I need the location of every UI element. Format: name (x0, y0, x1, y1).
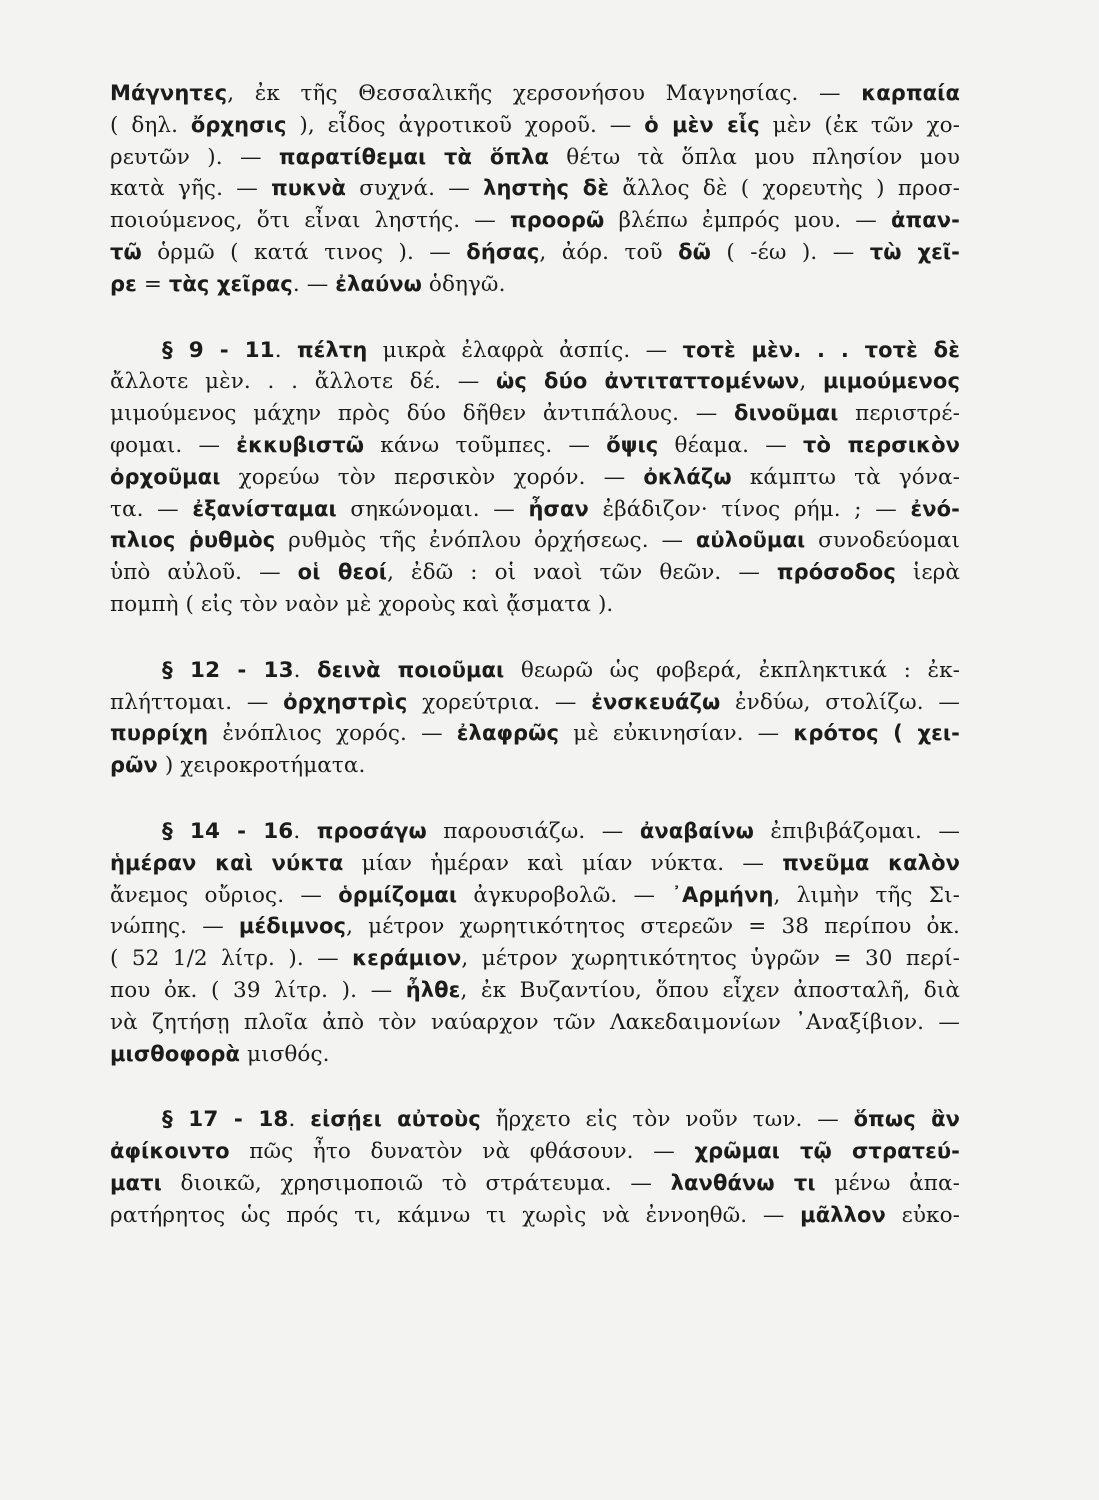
headword: ὀκλάζω (643, 464, 732, 489)
headword: τὼ χεῖ- (869, 239, 960, 264)
text-line (110, 173, 960, 205)
text-line (110, 462, 960, 494)
gloss-text: μίαν ἡμέραν καὶ μίαν νύκτα. — (343, 850, 783, 876)
gloss-text: , ἐκ τῆς Θεσσαλικῆς χερσονήσου Μαγνησίας. — (227, 81, 862, 106)
gloss-text: νὰ ζητήσῃ πλοῖα ἀπὸ τὸν ναύαρχον τῶν Λακεδαιμονίων ᾿Αναξίβιον. — (110, 1009, 960, 1035)
text-line (110, 398, 960, 430)
text-line (110, 1104, 960, 1136)
text-line (110, 1007, 960, 1039)
headword: τὰς χεῖρας (168, 271, 293, 296)
text-line (110, 1136, 960, 1168)
headword: ἀφίκοιντο (110, 1139, 230, 1164)
gloss-text: μισθός. (240, 1041, 330, 1067)
headword: Μάγνητες (110, 81, 228, 105)
headword: ὀρχοῦμαι (110, 464, 221, 489)
gloss-text: μὲν (ἐκ τῶν χο- (759, 112, 961, 138)
headword: τῶ (110, 239, 142, 264)
headword: κεράμιον (352, 946, 462, 971)
gloss-text: που ὀκ. ( 39 λίτρ. ). — (110, 977, 406, 1003)
gloss-text: ), εἶδος ἀγροτικοῦ χοροῦ. — (286, 112, 645, 138)
text-line (110, 430, 960, 462)
gloss-text: συχνά. — (346, 176, 484, 202)
section-marker: § 9 - 11 (162, 337, 275, 363)
text-line (110, 142, 960, 174)
glossary-page (110, 78, 960, 1266)
headword: ἐνό- (910, 496, 960, 521)
headword: πυκνὰ (271, 176, 347, 201)
glossary-section (110, 655, 960, 782)
headword: ἐνσκευάζω (591, 689, 721, 714)
gloss-text: παρουσιάζω. — (426, 818, 640, 844)
headword: πέλτη (296, 337, 368, 362)
text-line (110, 816, 960, 848)
text-line (110, 655, 960, 687)
headword: τὸ περσικὸν (803, 432, 960, 457)
gloss-text: ποιούμενος, ὅτι εἶναι ληστής. — (110, 208, 510, 234)
headword: μέδιμνος (238, 914, 347, 939)
gloss-text: ) χειροκροτήματα. (157, 753, 366, 779)
headword: πυρρίχη (110, 721, 209, 746)
headword: ᾿Αρμήνη (671, 882, 774, 907)
text-line (110, 78, 960, 110)
text-line (110, 1168, 960, 1200)
gloss-text: ρατήρητος ὡς πρός τι, κάμνω τι χωρὶς νὰ ἐννοηθῶ. — (110, 1202, 801, 1228)
headword: ἐλαύνω (335, 271, 422, 296)
section-marker: § 12 - 13 (162, 657, 294, 683)
headword: ὅπως ἂν (853, 1107, 961, 1132)
gloss-text: ὑπὸ αὐλοῦ. — (110, 560, 298, 586)
gloss-text: ὁρμῶ ( κατά τινος ). — (141, 239, 467, 265)
gloss-text: , λιμὴν τῆς Σι- (773, 882, 960, 908)
gloss-text: . (288, 1107, 311, 1133)
gloss-text: κάμπτω τὰ γόνα- (731, 464, 960, 490)
gloss-text: βλέπω ἐμπρός μου. — (604, 208, 891, 234)
headword: ἐκκυβιστῶ (236, 432, 365, 457)
gloss-text: ἤρχετο εἰς τὸν νοῦν των. — (480, 1107, 854, 1133)
headword: ὁ μὲν εἷς (644, 112, 760, 137)
headword: αὐλοῦμαι (695, 528, 806, 553)
gloss-text: ὁδηγῶ. (421, 271, 506, 297)
headword: δεινὰ ποιοῦμαι (317, 657, 505, 682)
gloss-text: περιστρέ- (838, 401, 960, 427)
gloss-text: ἱερὰ (895, 560, 961, 586)
text-line (110, 335, 960, 367)
text-line (110, 975, 960, 1007)
headword: οἱ θεοί (297, 560, 388, 585)
headword: κρότος ( χει- (793, 721, 960, 746)
gloss-text: νώπης. — (110, 914, 239, 940)
headword: τοτὲ μὲν. . . τοτὲ δὲ (682, 337, 961, 362)
gloss-text: ἐπιβιβάζομαι. — (753, 818, 961, 844)
text-line (110, 1039, 960, 1071)
gloss-text: πῶς ἦτο δυνατὸν νὰ φθάσουν. — (229, 1139, 695, 1165)
gloss-text: διοικῶ, χρησιμοποιῶ τὸ στράτευμα. — (161, 1170, 671, 1196)
headword: καρπαία (861, 81, 960, 105)
gloss-text: φομαι. — (110, 432, 237, 458)
headword: ἐξανίσταμαι (192, 496, 337, 521)
gloss-text: ἐνόπλιος χορός. — (208, 721, 457, 747)
gloss-text: εὐκο- (885, 1202, 960, 1228)
gloss-text: χορεύω τὸν περσικὸν χορόν. — (220, 464, 644, 490)
glossary-section (110, 1104, 960, 1231)
gloss-text: , ἀόρ. τοῦ (539, 239, 679, 265)
text-line (110, 750, 960, 782)
text-line (110, 718, 960, 750)
gloss-text: ( δηλ. (110, 112, 191, 138)
headword: ἐλαφρῶς (456, 721, 560, 746)
headword: ρε (110, 271, 137, 296)
gloss-text: , (799, 369, 823, 395)
headword: δήσας (466, 239, 540, 264)
headword: ἀναβαίνω (639, 818, 754, 843)
gloss-text: πλήττομαι. — (110, 689, 284, 715)
headword: λανθάνω τι (670, 1170, 816, 1195)
headword: ματι (110, 1170, 162, 1195)
headword: μισθοφορὰ (110, 1041, 241, 1066)
text-line (110, 269, 960, 301)
text-line (110, 237, 960, 269)
text-line (110, 205, 960, 237)
headword: ὄρχησις (190, 112, 287, 137)
headword: ἡμέραν καὶ νύκτα (110, 850, 344, 875)
gloss-text: ἄνεμος οὔριος. — (110, 882, 339, 908)
headword: εἰσῄει αὐτοὺς (310, 1107, 481, 1132)
gloss-text: μιμούμενος μάχην πρὸς δύο δῆθεν ἀντιπάλους. — (110, 401, 735, 427)
gloss-text: . (293, 657, 318, 683)
headword: δινοῦμαι (734, 401, 839, 426)
text-line (110, 880, 960, 912)
glossary-section (110, 335, 960, 621)
gloss-text: ρευτῶν ). — (110, 144, 279, 170)
headword: ὀρχηστρὶς (283, 689, 408, 714)
gloss-text: θέτω τὰ ὅπλα μου πλησίον μου (549, 144, 960, 170)
gloss-text: ἀγκυροβολῶ. — (457, 882, 672, 908)
text-line (110, 557, 960, 589)
headword: πρόσοδος (776, 560, 896, 585)
section-marker: § 14 - 16 (162, 818, 294, 844)
text-line (110, 494, 960, 526)
gloss-text: ἄλλος δὲ ( χορευτὴς ) προσ- (609, 176, 960, 202)
headword: προορῶ (509, 208, 605, 233)
headword: πνεῦμα καλὸν (782, 850, 961, 875)
text-line (110, 1200, 960, 1232)
gloss-text: ρυθμὸς τῆς ἐνόπλου ὀρχήσεως. — (275, 528, 696, 554)
headword: ἦλθε (405, 977, 461, 1002)
gloss-text: τα. — (110, 496, 193, 522)
headword: χρῶμαι τῷ στρατεύ- (694, 1139, 960, 1164)
gloss-text: πομπὴ ( εἰς τὸν ναὸν μὲ χοροὺς καὶ ᾄσματα ). (110, 591, 614, 617)
gloss-text: = (136, 271, 169, 297)
headword: προσάγω (316, 818, 427, 843)
headword: δῶ (678, 239, 711, 264)
gloss-text: . — (292, 271, 336, 297)
text-line (110, 848, 960, 880)
gloss-text: ἐβάδιζον· τίνος ρήμ. ; — (588, 496, 911, 522)
text-line (110, 911, 960, 943)
gloss-text: , ἐδῶ : οἱ ναοὶ τῶν θεῶν. — (387, 560, 777, 586)
gloss-text: ( -έω ). — (710, 239, 870, 265)
headword: ρῶν (110, 753, 158, 778)
gloss-text: χορεύτρια. — (407, 689, 592, 715)
text-line (110, 589, 960, 621)
gloss-text: ἄλλοτε μὲν. . . ἄλλοτε δέ. — (110, 369, 496, 395)
headword: ἦσαν (528, 496, 589, 521)
headword: μᾶλλον (800, 1202, 886, 1227)
headword: ὄψις (606, 432, 659, 457)
text-line (110, 943, 960, 975)
gloss-text: , μέτρον χωρητικότητος στερεῶν = 38 περίπου ὀκ. (346, 914, 960, 940)
glossary-section (110, 816, 960, 1070)
section-marker: § 17 - 18 (162, 1107, 289, 1133)
headword: μιμούμενος (822, 369, 960, 394)
text-line (110, 110, 960, 142)
glossary-section (110, 78, 960, 301)
gloss-text: ( 52 1/2 λίτρ. ). — (110, 946, 353, 972)
gloss-text: ἐνδύω, στολίζω. — (720, 689, 960, 715)
text-line (110, 687, 960, 719)
headword: πλιος ῥυθμὸς (110, 528, 276, 553)
gloss-text: σηκώνομαι. — (336, 496, 529, 522)
gloss-text: κατὰ γῆς. — (110, 176, 272, 202)
headword: παρατίθεμαι τὰ ὅπλα (278, 144, 549, 169)
gloss-text: συνοδεύομαι (805, 528, 960, 554)
gloss-text: κάνω τοῦμπες. — (364, 432, 607, 458)
text-line (110, 525, 960, 557)
headword: ληστὴς δὲ (483, 176, 610, 201)
gloss-text: μένω ἀπα- (815, 1170, 960, 1196)
text-line (110, 366, 960, 398)
headword: ὡς δύο ἀντιταττομένων (496, 369, 800, 394)
gloss-text: , μέτρον χωρητικότητος ὑγρῶν = 30 περί- (461, 946, 961, 972)
gloss-text: θεωρῶ ὡς φοβερά, ἐκπληκτικά : ἐκ- (504, 657, 961, 683)
gloss-text: μικρὰ ἐλαφρὰ ἀσπίς. — (367, 337, 683, 363)
gloss-text: μὲ εὐκινησίαν. — (559, 721, 794, 747)
gloss-text: , ἐκ Βυζαντίου, ὅπου εἶχεν ἀποσταλῆ, διὰ (460, 977, 960, 1003)
gloss-text: θέαμα. — (658, 432, 803, 458)
gloss-text: . (293, 818, 317, 844)
gloss-text: . (274, 337, 297, 363)
headword: ὁρμίζομαι (338, 882, 458, 907)
headword: ἀπαν- (891, 208, 960, 233)
